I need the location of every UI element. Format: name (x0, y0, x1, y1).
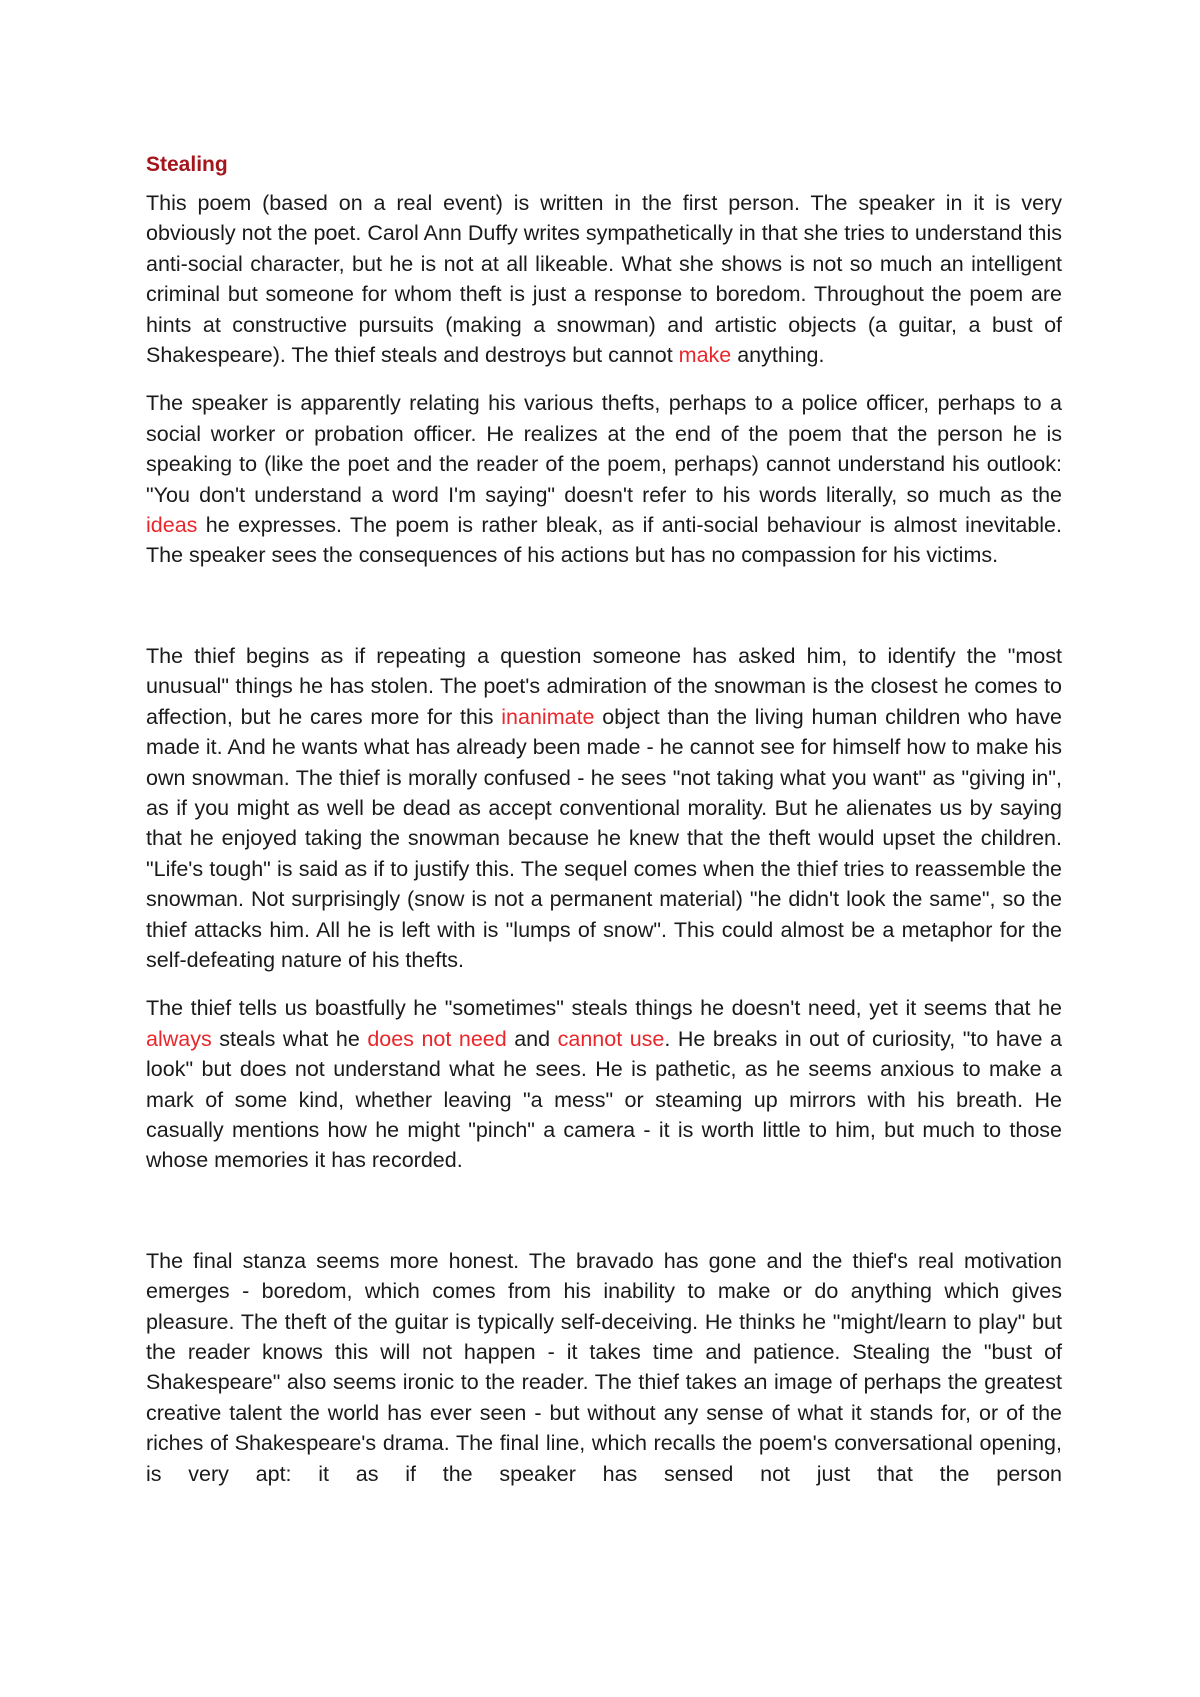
highlighted-word: always (146, 1026, 212, 1051)
document-title: Stealing (146, 153, 228, 176)
paragraph-3 (146, 641, 1062, 975)
paragraph-gap (146, 370, 1062, 388)
paragraph-text: he expresses. The poem is rather bleak, as if anti-social behaviour is almost inevitable. The speaker sees the consequences of his actions but has no compassion for his victims. (146, 513, 1062, 568)
paragraph-gap (146, 1176, 1062, 1246)
paragraph-4 (146, 993, 1062, 1175)
paragraph-gap (146, 571, 1062, 641)
paragraph-text: anything. (731, 343, 825, 368)
paragraph-text: The thief begins as if repeating a question someone has asked him, to identify the "most unusual" things he has stolen. The poet's admiration of the snowman is the closest he comes to affection, but he cares more for this (146, 643, 1062, 729)
paragraph-5 (146, 1246, 1062, 1489)
paragraph-text: object than the living human children who have made it. And he wants what has already been made - he cannot see for himself how to make his own snowman. The thief is morally confused - he sees "not taking what you want" as "giving in", as if you might as well be dead as accept conventional morality. But he alienates us by saying that he enjoyed taking the snowman because he knew that the theft would upset the children. "Life's tough" is said as if to justify this. The sequel comes when the thief tries to reassemble the snowman. Not surprisingly (snow is not a permanent material) "he didn't look the same", so the thief attacks him. All he is left with is "lumps of snow". This could almost be a metaphor for the self-defeating nature of his thefts. (146, 704, 1062, 972)
paragraph-text: steals what he (211, 1026, 368, 1051)
paragraph-text: The final stanza seems more honest. The bravado has gone and the thief's real motivation emerges - boredom, which comes from his inability to make or do anything which gives pleasure. The theft of the guitar is typically self-deceiving. He thinks he "might/learn to play" but the reader knows this will not happen - it takes time and patience. Stealing the "bust of Shakespeare" also seems ironic to the reader. The thief takes an image of perhaps the greatest creative talent the world has ever seen - but without any sense of what it stands for, or of the riches of Shakespeare's drama. The final line, which recalls the poem's conversational opening, is very apt: it as if the speaker has sensed not just that the person (146, 1248, 1062, 1486)
paragraph-text: The thief tells us boastfully he "sometimes" steals things he doesn't need, yet it seems that he (146, 996, 1062, 1021)
paragraph-1 (146, 188, 1062, 370)
highlighted-word: ideas (146, 513, 198, 538)
document-page (146, 150, 1062, 1489)
paragraph-gap (146, 975, 1062, 993)
paragraph-text: and (506, 1026, 558, 1051)
highlighted-word: cannot use (557, 1026, 665, 1051)
highlighted-word: does not need (367, 1026, 507, 1051)
highlighted-word: inanimate (501, 704, 595, 729)
paragraph-text: . He breaks in out of curiosity, "to have a look" but does not understand what he sees. He is pathetic, as he seems anxious to make a mark of some kind, whether leaving "a mess" or steaming up mirrors with his breath. He casually mentions how he might "pinch" a camera - it is worth little to him, but much to those whose memories it has recorded. (146, 1026, 1062, 1173)
paragraph-2 (146, 388, 1062, 570)
paragraph-text: The speaker is apparently relating his various thefts, perhaps to a police officer, perhaps to a social worker or probation officer. He realizes at the end of the poem that the person he is speaking to (like the poet and the reader of the poem, perhaps) cannot understand his outlook: "You don't understand a word I'm saying" doesn't refer to his words literally, so much as the (146, 391, 1062, 507)
paragraph-text: This poem (based on a real event) is written in the first person. The speaker in it is very obviously not the poet. Carol Ann Duffy writes sympathetically in that she tries to understand this anti-social character, but he is not at all likeable. What she shows is not so much an intelligent criminal but someone for whom theft is just a response to boredom. Throughout the poem are hints at constructive pursuits (making a snowman) and artistic objects (a guitar, a bust of Shakespeare). The thief steals and destroys but cannot (146, 191, 1062, 368)
highlighted-word: make (678, 343, 732, 368)
